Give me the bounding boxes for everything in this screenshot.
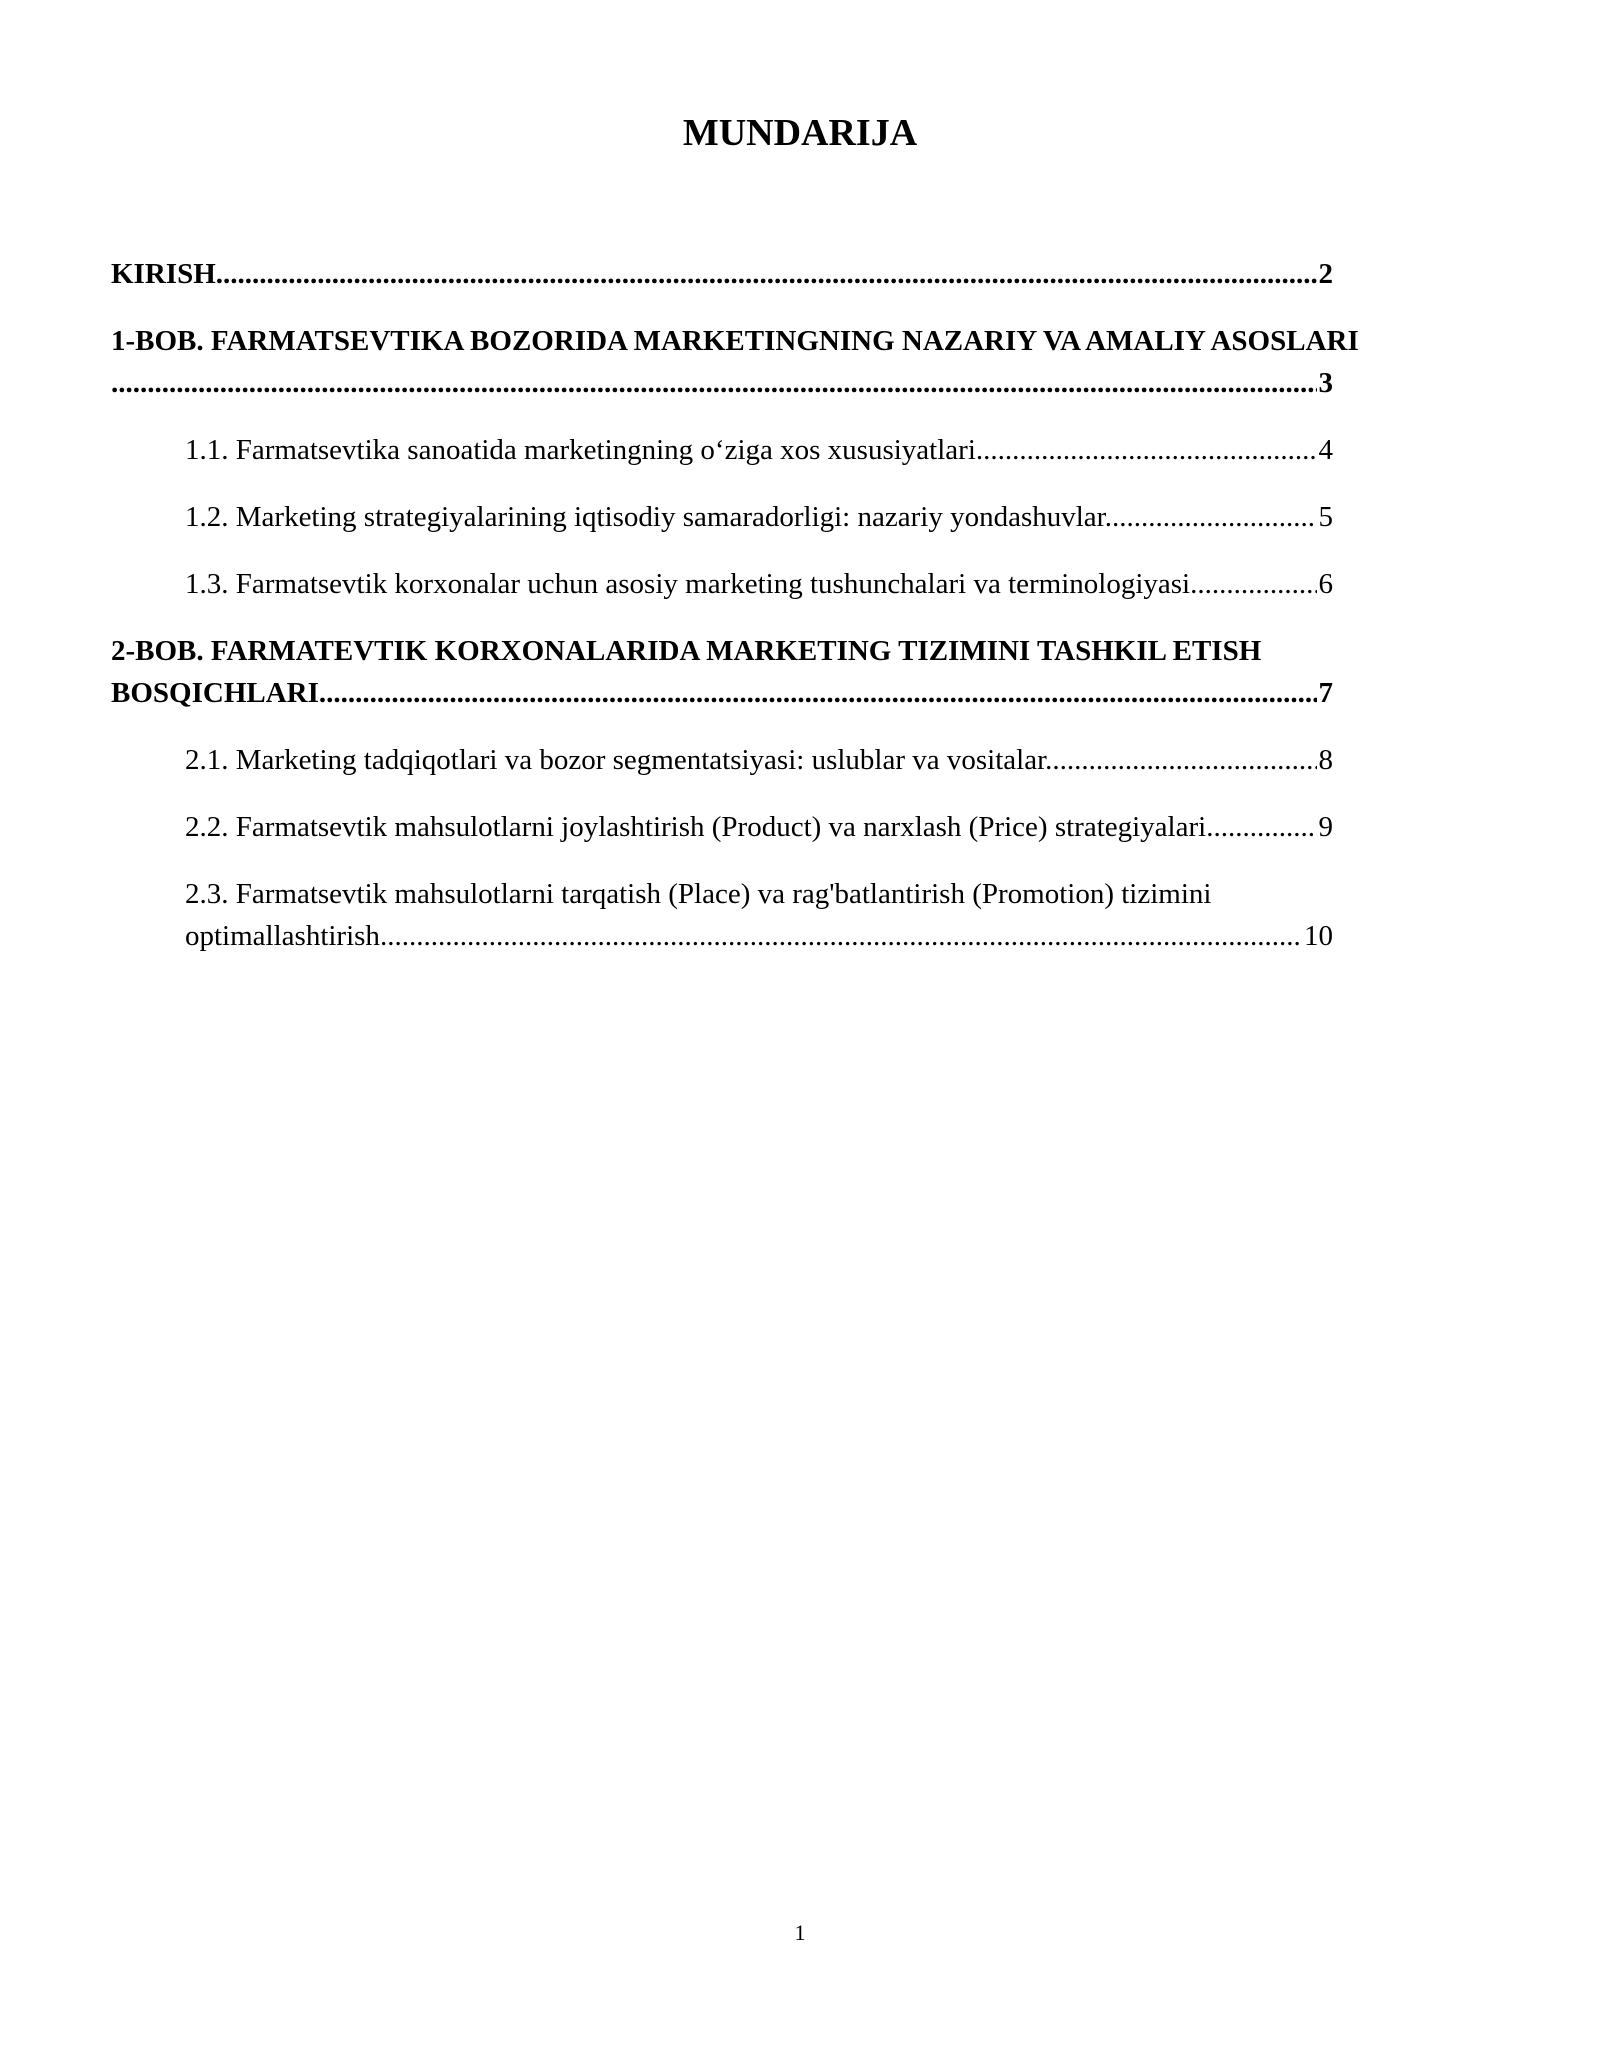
toc-page-number: 4 (1318, 434, 1333, 466)
toc-entry-kirish[interactable] (111, 253, 1333, 295)
toc-entry-label: 2.3. Farmatsevtik mahsulotlarni tarqatish (Place) va rag'batlantirish (Promotion) tizimini (185, 878, 1212, 910)
toc-entry-label-continued: optimallashtirish (185, 920, 380, 952)
toc-entry-label: 1.2. Marketing strategiyalarining iqtisodiy samaradorligi: nazariy yondashuvlar (185, 501, 1105, 533)
toc-entry-label: KIRISH (111, 258, 216, 290)
toc-page-number: 3 (1318, 367, 1333, 399)
toc-entry-label-continued: BOSQICHLARI (111, 677, 319, 709)
toc-entry-section-2-2[interactable] (185, 806, 1333, 848)
toc-entry-label: 2.1. Marketing tadqiqotlari va bozor segmentatsiyasi: uslublar va vositalar (185, 744, 1046, 776)
toc-entry-chapter-2[interactable] (111, 630, 1333, 714)
toc-entry-section-1-3[interactable] (185, 563, 1333, 605)
toc-page-number: 8 (1318, 744, 1333, 776)
page-title: MUNDARIJA (682, 112, 918, 154)
toc-page-number: 6 (1318, 568, 1333, 600)
toc-entry-label: 2-BOB. FARMATEVTIK KORXONALARIDA MARKETING TIZIMINI TASHKIL ETISH (111, 635, 1262, 667)
toc-entry-section-2-1[interactable] (185, 739, 1333, 781)
table-of-contents (111, 253, 1359, 957)
toc-entry-section-1-2[interactable] (185, 496, 1333, 538)
toc-entry-label: 1-BOB. FARMATSEVTIKA BOZORIDA MARKETINGNING NAZARIY VA AMALIY ASOSLARI (111, 325, 1359, 357)
toc-entry-section-1-1[interactable] (185, 429, 1333, 471)
toc-entry-label: 2.2. Farmatsevtik mahsulotlarni joylashtirish (Product) va narxlash (Price) strategiyalari (185, 811, 1207, 843)
toc-page-number: 5 (1318, 501, 1333, 533)
toc-page-number: 9 (1318, 811, 1333, 843)
toc-entry-chapter-1[interactable] (111, 320, 1359, 404)
toc-entry-label: 1.1. Farmatsevtika sanoatida marketingning o‘ziga xos xususiyatlari (185, 434, 976, 466)
toc-page-number: 2 (1318, 258, 1333, 290)
toc-entry-section-2-3[interactable] (185, 873, 1333, 957)
toc-entry-label: 1.3. Farmatsevtik korxonalar uchun asosiy marketing tushunchalari va terminologiyasi (185, 568, 1191, 600)
toc-page-number: 10 (1304, 920, 1333, 952)
page-number: 1 (794, 1920, 806, 1945)
toc-page-number: 7 (1318, 677, 1333, 709)
